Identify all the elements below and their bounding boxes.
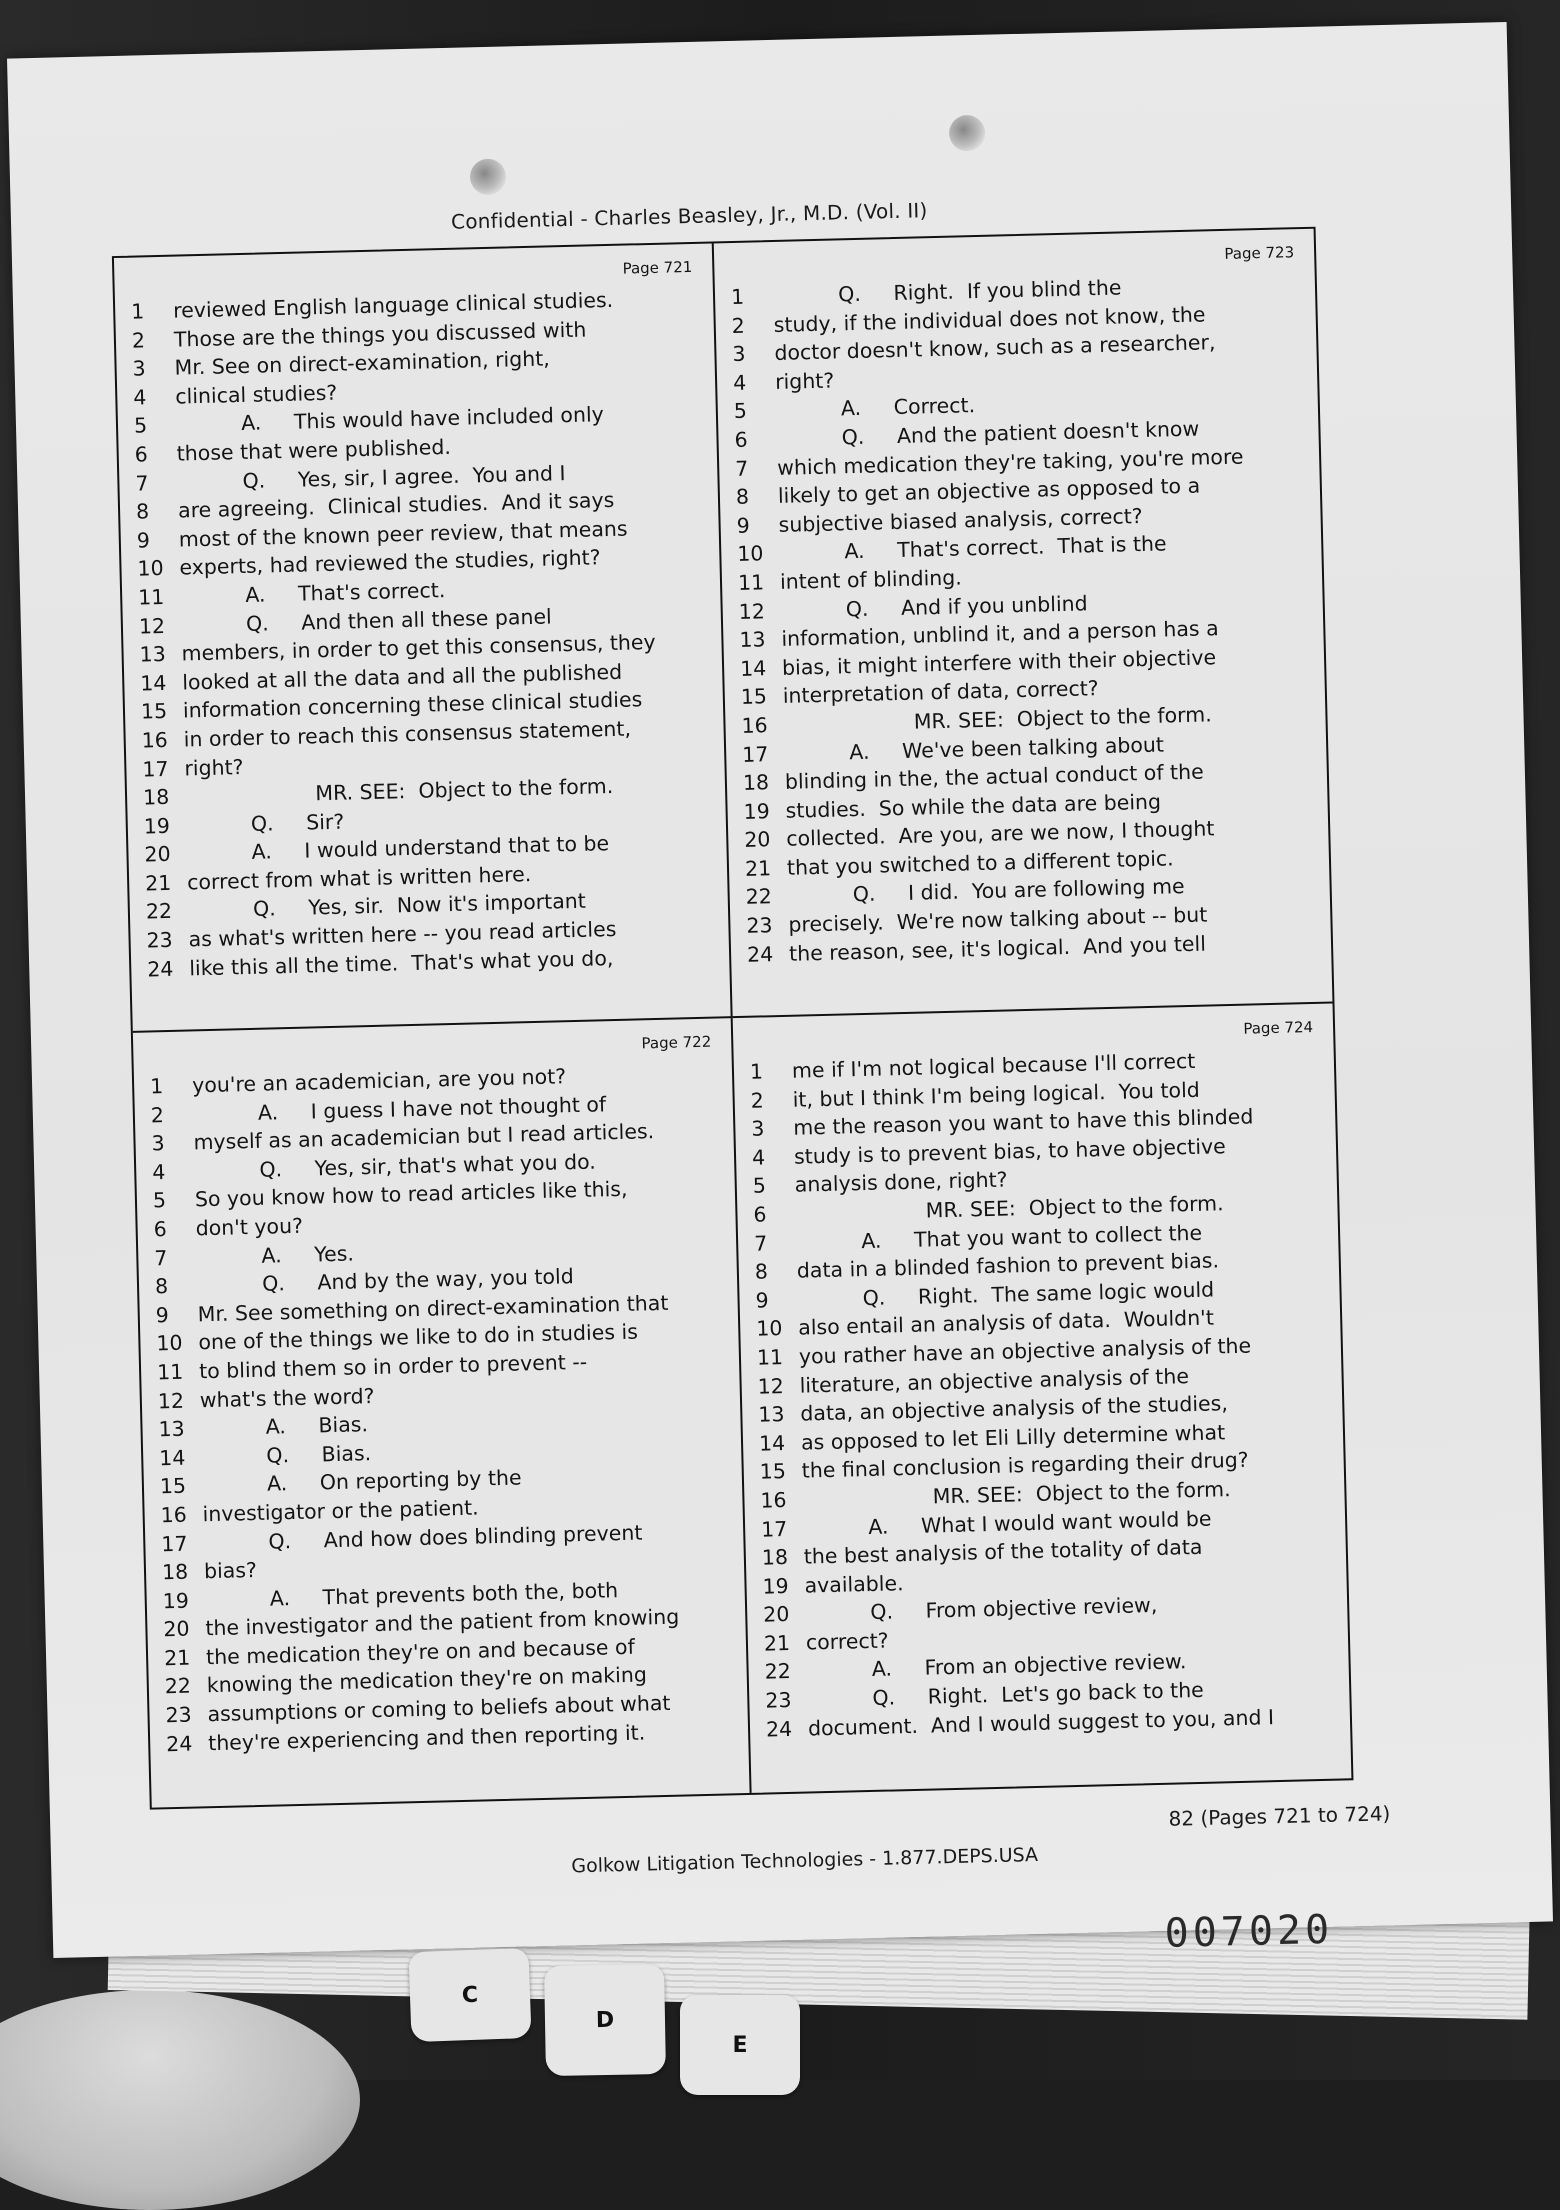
line-number: 15 (159, 1473, 187, 1499)
line-text: intent of blinding. (779, 565, 963, 594)
line-text: A. I guess I have not thought of (192, 1091, 607, 1126)
line-text: doctor doesn't know, such as a researcher, (774, 330, 1216, 366)
line-number: 17 (161, 1531, 188, 1556)
page-label: Page 723 (1224, 243, 1295, 263)
line-number: 23 (165, 1702, 192, 1728)
line-number: 22 (145, 899, 173, 924)
line-text: A. That's correct. (179, 577, 446, 609)
line-number: 21 (763, 1630, 791, 1656)
line-number: 18 (142, 784, 170, 810)
line-text: one of the things we like to do in studies is (198, 1319, 639, 1355)
punch-hole (949, 115, 986, 152)
line-number: 7 (135, 470, 149, 496)
line-text: A. I would understand that to be (186, 831, 610, 866)
line-text: Q. Right. If you blind the (772, 275, 1122, 308)
line-number: 21 (163, 1645, 191, 1671)
line-text: correct? (805, 1628, 889, 1655)
line-number: 24 (746, 941, 774, 967)
line-text: data in a blinded fashion to prevent bias. (796, 1248, 1220, 1283)
line-number: 19 (143, 813, 171, 839)
transcript-page-724 (733, 1004, 1352, 1793)
line-number: 1 (730, 284, 745, 309)
line-number: 13 (758, 1402, 785, 1427)
line-text: A. From an objective review. (806, 1649, 1187, 1684)
line-number: 12 (138, 613, 166, 639)
line-text: A. That you want to collect the (795, 1220, 1203, 1255)
line-text: document. And I would suggest to you, and I (807, 1704, 1275, 1741)
line-text: A. Correct. (775, 393, 976, 423)
line-text: interpretation of data, correct? (782, 676, 1099, 709)
line-text: are agreeing. Clinical studies. And it says (177, 488, 615, 523)
line-text: study, if the individual does not know, the (773, 302, 1206, 337)
line-number: 3 (132, 356, 146, 381)
line-text: A. That's correct. That is the (779, 531, 1167, 566)
line-text: bias, it might interfere with their objective (781, 644, 1217, 680)
line-text: don't you? (195, 1213, 304, 1241)
line-number: 2 (731, 313, 746, 338)
round-object (0, 1990, 360, 2210)
line-number: 14 (758, 1430, 786, 1456)
line-text: blinding in the, the actual conduct of the (784, 759, 1204, 794)
line-text: studies. So while the data are being (785, 789, 1162, 823)
line-number: 22 (164, 1674, 192, 1699)
line-number: 12 (757, 1373, 785, 1399)
index-tab-e[interactable]: E (680, 1995, 800, 2095)
line-text: members, in order to get this consensus, they (181, 630, 656, 666)
line-number: 16 (160, 1502, 188, 1528)
line-text: most of the known peer review, that means (178, 516, 628, 552)
line-number: 10 (156, 1331, 183, 1356)
line-text: MR. SEE: Object to the form. (184, 774, 614, 809)
line-number: 10 (755, 1316, 783, 1342)
line-text: Mr. See on direct-examination, right, (174, 346, 551, 380)
punch-hole (470, 158, 507, 195)
line-number: 13 (158, 1416, 185, 1442)
line-number: 23 (765, 1687, 792, 1713)
line-text: A. Yes. (196, 1241, 355, 1269)
line-number: 7 (753, 1230, 768, 1256)
document-header: Confidential - Charles Beasley, Jr., M.D. (Vol. II) (450, 198, 928, 234)
line-number: 14 (739, 655, 767, 681)
line-number: 7 (154, 1245, 168, 1270)
index-tab-d[interactable]: D (544, 1964, 666, 2076)
page-label: Page 722 (641, 1032, 712, 1053)
line-text: they're experiencing and then reporting it. (207, 1720, 646, 1755)
line-text: like this all the time. That's what you do, (188, 945, 614, 981)
line-number: 16 (760, 1487, 787, 1513)
line-number: 22 (745, 884, 773, 910)
line-number: 20 (762, 1602, 790, 1627)
line-number: 4 (751, 1145, 766, 1170)
line-number: 19 (743, 798, 771, 824)
line-number: 11 (156, 1359, 184, 1385)
line-text: Those are the things you discussed with (173, 317, 587, 352)
line-text: literature, an objective analysis of the (799, 1363, 1190, 1398)
line-text: which medication they're taking, you're more (776, 444, 1244, 480)
line-number: 10 (137, 556, 164, 581)
line-number: 8 (754, 1259, 769, 1284)
line-text: Q. Right. The same logic would (797, 1277, 1215, 1312)
line-text: MR. SEE: Object to the form. (783, 702, 1212, 737)
footer-company: Golkow Litigation Technologies - 1.877.DEPS.USA (571, 1843, 1039, 1878)
line-number: 11 (756, 1344, 784, 1370)
line-number: 12 (157, 1388, 185, 1413)
line-text: Mr. See something on direct-examination that (197, 1290, 669, 1327)
line-number: 5 (752, 1173, 767, 1199)
line-text: subjective biased analysis, correct? (778, 503, 1143, 537)
line-number: 17 (760, 1516, 788, 1542)
line-number: 14 (158, 1445, 186, 1471)
line-number: 9 (155, 1302, 170, 1328)
line-number: 3 (751, 1116, 765, 1141)
line-number: 2 (131, 327, 146, 353)
line-number: 19 (762, 1573, 789, 1599)
line-text: Q. Right. Let's go back to the (807, 1677, 1205, 1712)
line-text: Q. And if you unblind (780, 590, 1088, 623)
line-text: information, unblind it, and a person has a (781, 616, 1219, 651)
line-number: 1 (130, 299, 145, 324)
line-number: 2 (150, 1102, 165, 1127)
line-number: 21 (744, 856, 772, 881)
line-number: 4 (151, 1159, 166, 1185)
line-text: in order to reach this consensus statement, (183, 716, 632, 752)
line-text: data, an objective analysis of the studies, (800, 1391, 1229, 1426)
line-text: clinical studies? (175, 380, 338, 409)
line-number: 1 (149, 1074, 164, 1099)
page-label: Page 724 (1243, 1017, 1314, 1038)
footer-page-range: 82 (Pages 721 to 724) (1168, 1801, 1391, 1831)
line-text: study is to prevent bias, to have objective (793, 1133, 1227, 1169)
line-number: 11 (737, 570, 765, 595)
line-text: A. Bias. (200, 1412, 369, 1441)
line-number: 20 (144, 842, 171, 867)
line-number: 3 (732, 341, 746, 367)
line-text: collected. Are you, are we now, I thought (786, 816, 1215, 852)
transcript-sheet (7, 22, 1553, 1958)
transcript-lines (731, 269, 1316, 969)
line-text: Q. And then all these panel (180, 604, 552, 638)
line-number: 16 (141, 727, 169, 753)
line-number: 2 (750, 1088, 765, 1113)
line-text: A. What I would want would be (802, 1506, 1212, 1541)
line-text: MR. SEE: Object to the form. (795, 1191, 1224, 1226)
transcript-lines (150, 1059, 733, 1759)
line-text: Q. Sir? (185, 809, 345, 838)
line-text: Q. And the patient doesn't know (776, 416, 1200, 451)
line-text: So you know how to read articles like this, (194, 1177, 628, 1212)
line-text: Q. From objective review, (804, 1593, 1158, 1626)
line-number: 16 (741, 713, 768, 738)
line-text: the best analysis of the totality of data (803, 1534, 1203, 1569)
line-text: likely to get an objective as opposed to a (777, 473, 1201, 509)
line-number: 23 (146, 927, 173, 953)
line-number: 8 (135, 499, 150, 524)
line-text: available. (804, 1570, 904, 1598)
page-label: Page 721 (622, 257, 693, 278)
line-number: 9 (755, 1288, 769, 1313)
line-text: Q. And how does blinding prevent (203, 1520, 643, 1555)
line-text: Q. Yes, sir, that's what you do. (193, 1149, 597, 1184)
line-text: Q. Bias. (200, 1440, 372, 1469)
line-number: 18 (761, 1545, 789, 1570)
line-text: what's the word? (199, 1383, 375, 1412)
line-text: A. We've been talking about (783, 732, 1165, 766)
line-number: 9 (136, 528, 151, 553)
line-text: also entail an analysis of data. Wouldn't (797, 1305, 1215, 1340)
line-number: 15 (740, 684, 768, 710)
line-text: the investigator and the patient from knowing (205, 1604, 680, 1641)
line-text: it, but I think I'm being logical. You told (792, 1077, 1201, 1112)
line-text: assumptions or coming to beliefs about what (207, 1690, 671, 1727)
line-text: to blind them so in order to prevent -- (198, 1349, 588, 1384)
line-number: 6 (134, 442, 149, 467)
line-number: 20 (744, 827, 771, 853)
line-text: A. This would have included only (175, 402, 605, 437)
line-number: 15 (759, 1459, 787, 1484)
line-number: 17 (741, 741, 769, 767)
line-number: 11 (137, 584, 165, 610)
line-text: those that were published. (176, 434, 452, 466)
line-number: 19 (162, 1588, 190, 1613)
line-text: myself as an academician but I read articles. (193, 1119, 655, 1155)
line-text: knowing the medication they're on making (206, 1662, 648, 1698)
line-text: you're an academician, are you not? (191, 1064, 567, 1098)
line-number: 24 (165, 1731, 193, 1756)
line-text: the medication they're on and because of (205, 1634, 636, 1670)
line-number: 7 (734, 456, 749, 481)
line-text: reviewed English language clinical studies. (172, 287, 614, 323)
line-number: 6 (153, 1217, 167, 1242)
line-text: me the reason you want to have this blinded (793, 1104, 1254, 1140)
line-number: 22 (764, 1659, 792, 1685)
line-number: 18 (742, 770, 770, 795)
line-text: right? (184, 754, 244, 780)
index-tab-c[interactable]: C (408, 1948, 531, 2042)
line-text: looked at all the data and all the published (182, 659, 623, 695)
line-number: 9 (736, 513, 750, 538)
line-number: 8 (735, 484, 750, 510)
line-text: that you switched to a different topic. (786, 846, 1174, 880)
line-text: correct from what is written here. (186, 861, 532, 895)
line-number: 21 (144, 870, 172, 896)
line-number: 15 (140, 699, 168, 724)
transcript-page-722 (133, 1018, 752, 1807)
line-number: 18 (161, 1559, 189, 1585)
line-text: analysis done, right? (794, 1167, 1008, 1198)
line-number: 24 (147, 956, 174, 982)
line-number: 4 (133, 385, 147, 410)
line-number: 1 (749, 1059, 764, 1084)
line-number: 5 (733, 399, 748, 424)
line-number: 6 (734, 427, 748, 452)
line-number: 14 (140, 670, 167, 696)
line-text: A. That prevents both the, both (204, 1577, 619, 1612)
line-number: 17 (142, 756, 169, 782)
line-text: precisely. We're now talking about -- but (788, 902, 1208, 937)
transcript-page-721 (114, 243, 733, 1032)
line-number: 5 (152, 1188, 167, 1213)
line-text: the reason, see, it's logical. And you tell (788, 931, 1207, 966)
line-text: as what's written here -- you read articles (188, 917, 617, 952)
line-number: 3 (151, 1131, 165, 1156)
line-number: 10 (737, 541, 764, 567)
transcript-lines (750, 1044, 1335, 1744)
line-text: right? (774, 368, 835, 394)
line-number: 8 (154, 1274, 169, 1299)
line-number: 20 (163, 1616, 190, 1642)
line-text: bias? (203, 1558, 258, 1584)
transcript-page-723 (714, 229, 1333, 1018)
transcript-lines (131, 284, 714, 984)
line-text: Q. Yes, sir. Now it's important (187, 889, 587, 923)
line-text: Q. I did. You are following me (787, 874, 1185, 909)
line-text: MR. SEE: Object to the form. (802, 1477, 1231, 1512)
line-text: Q. Yes, sir, I agree. You and I (177, 460, 566, 495)
line-text: information concerning these clinical studies (182, 687, 643, 723)
line-text: me if I'm not logical because I'll correct (791, 1048, 1196, 1083)
line-number: 13 (139, 642, 166, 667)
line-number: 6 (753, 1202, 767, 1227)
line-text: you rather have an objective analysis of the (798, 1333, 1252, 1369)
line-number: 24 (765, 1716, 793, 1742)
line-number: 13 (739, 627, 766, 653)
line-text: experts, had reviewed the studies, right? (179, 545, 601, 580)
line-number: 23 (746, 913, 773, 938)
line-text: Q. And by the way, you told (196, 1264, 574, 1298)
line-number: 4 (732, 370, 747, 395)
line-number: 5 (133, 413, 148, 438)
line-text: the final conclusion is regarding their drug? (801, 1448, 1249, 1483)
bates-number: 007020 (1164, 1906, 1334, 1957)
transcript-grid (112, 227, 1354, 1810)
line-text: as opposed to let Eli Lilly determine what (800, 1419, 1226, 1455)
line-text: A. On reporting by the (201, 1465, 522, 1498)
line-text: investigator or the patient. (202, 1495, 479, 1527)
line-number: 12 (738, 598, 766, 624)
